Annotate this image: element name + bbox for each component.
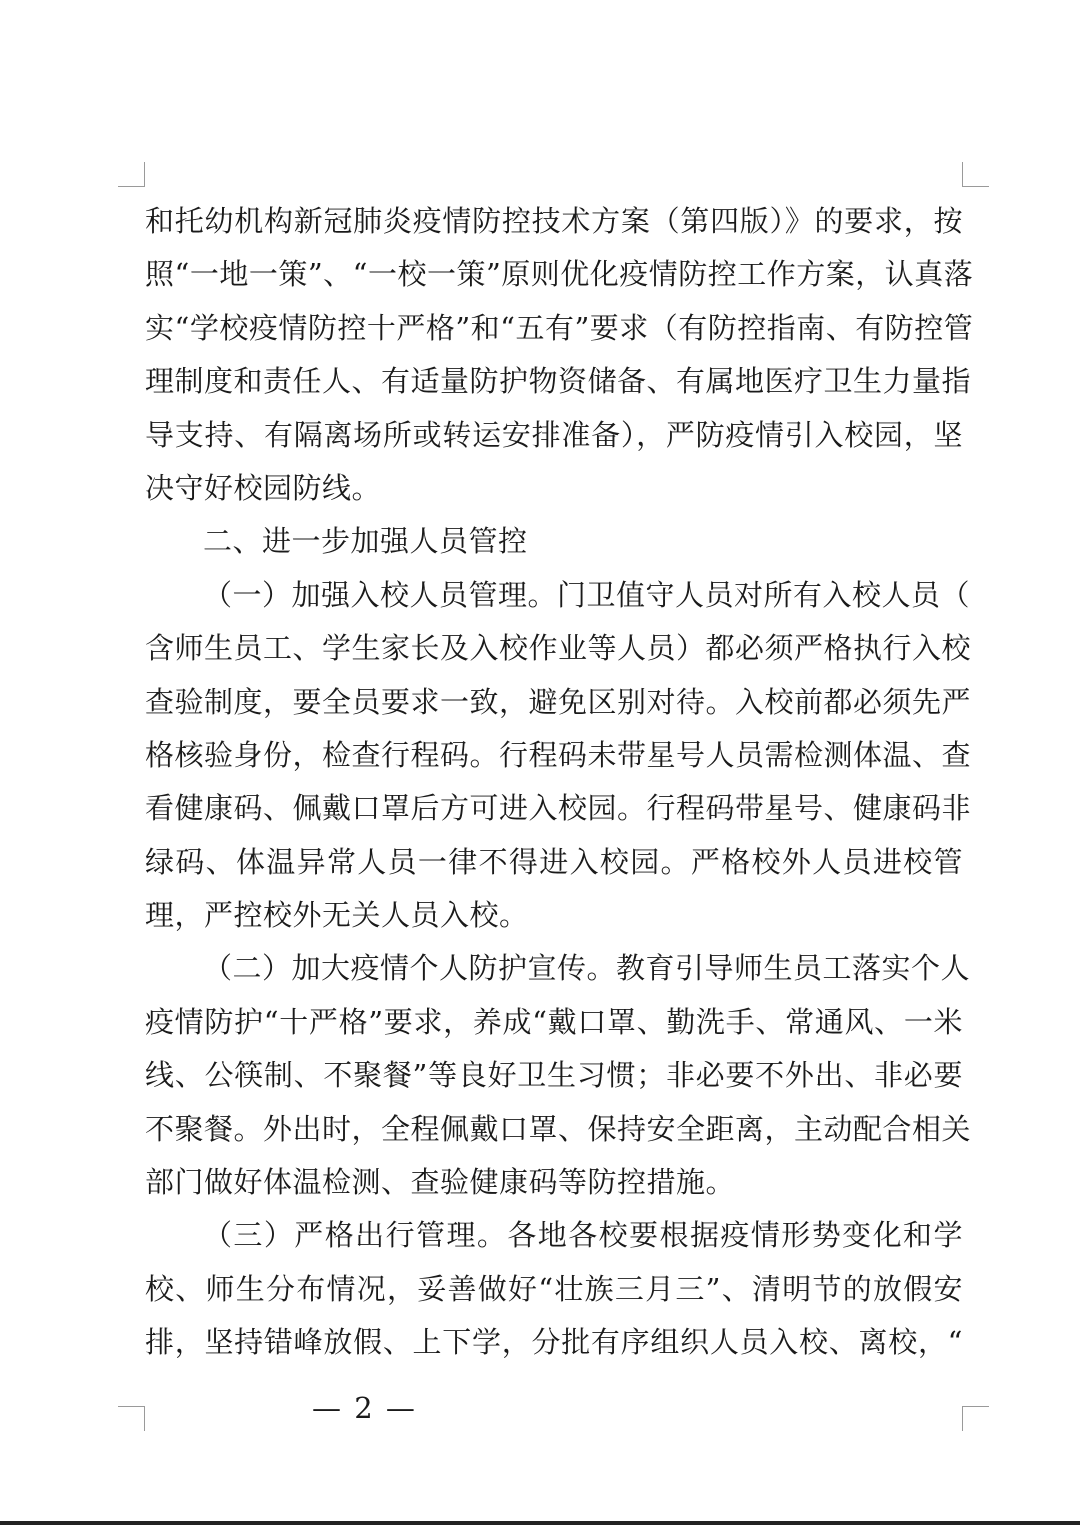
text-line: 和托幼机构新冠肺炎疫情防控技术方案（第四版）》的要求，按 (145, 204, 963, 238)
text-line: 查验制度，要全员要求一致，避免区别对待。入校前都必须先严 (145, 684, 972, 719)
bottom-edge-rule (0, 1521, 1080, 1525)
crop-mark-bottom-right (962, 1406, 989, 1431)
text-line: 看健康码、佩戴口罩后方可进入校园。行程码带星号、健康码非 (145, 791, 972, 826)
text-line: 校、师生分布情况，妥善做好“壮族三月三”、清明节的放假安 (145, 1271, 963, 1306)
text-line: 实“学校疫情防控十严格”和“五有”要求（有防控指南、有防控管 (145, 310, 974, 345)
text-line: 绿码、体温异常人员一律不得进入校园。严格校外人员进校管 (145, 844, 963, 879)
text-line: 格核验身份，检查行程码。行程码未带星号人员需检测体温、查 (145, 737, 972, 772)
text-line: 理，严控校外无关人员入校。 (145, 898, 529, 933)
text-line: 疫情防护“十严格”要求，养成“戴口罩、勤洗手、常通风、一米 (145, 1004, 963, 1039)
text-line: 照“一地一策”、“一校一策”原则优化疫情防控工作方案，认真落 (145, 257, 974, 292)
text-line: 理制度和责任人、有适量防护物资储备、有属地医疗卫生力量指 (145, 364, 972, 399)
text-line: 决守好校园防线。 (145, 470, 382, 505)
text-line: 导支持、有隔离场所或转运安排准备），严防疫情引入校园，坚 (145, 417, 963, 452)
page-number: — 2 — (312, 1391, 417, 1425)
document-body (145, 195, 974, 1370)
text-line: （三）严格出行管理。各地各校要根据疫情形势变化和学 (203, 1218, 963, 1253)
crop-mark-bottom-left (118, 1406, 145, 1431)
text-line: 部门做好体温检测、查验健康码等防控措施。 (145, 1165, 736, 1200)
text-line: （二）加大疫情个人防护宣传。教育引导师生员工落实个人 (203, 951, 971, 986)
crop-mark-top-left (118, 162, 145, 187)
text-line: 线、公筷制、不聚餐”等良好卫生习惯；非必要不外出、非必要 (145, 1058, 963, 1093)
text-line: （一）加强入校人员管理。门卫值守人员对所有入校人员（ (203, 577, 971, 612)
crop-mark-top-right (962, 162, 989, 187)
section-heading: 二、进一步加强人员管控 (203, 524, 528, 559)
text-line: 排，坚持错峰放假、上下学，分批有序组织人员入校、离校，“ (145, 1325, 963, 1360)
text-line: 含师生员工、学生家长及入校作业等人员）都必须严格执行入校 (145, 631, 972, 666)
text-line: 不聚餐。外出时，全程佩戴口罩、保持安全距离，主动配合相关 (145, 1111, 972, 1146)
